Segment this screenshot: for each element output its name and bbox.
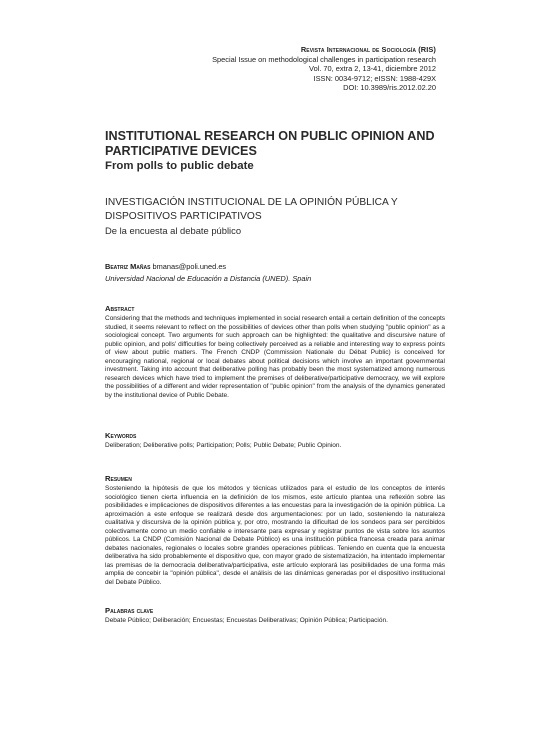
title-block <box>105 129 445 174</box>
spanish-title: INVESTIGACIÓN INSTITUCIONAL DE LA OPINIÓN PÚBLICA Y DISPOSITIVOS PARTICIPATIVOS <box>105 197 398 222</box>
palabras-section <box>105 606 445 626</box>
keywords-text: Deliberation; Deliberative polls; Participation; Polls; Public Debate; Public Opinion. <box>105 442 342 449</box>
palabras-text: Debate Público; Deliberación; Encuestas; Encuestas Deliberativas; Opinión Pública; Participación. <box>105 617 388 624</box>
issue-note: Special Issue on methodological challenges in participation research <box>212 54 436 64</box>
abstract-section <box>105 304 445 400</box>
author-email[interactable]: bmanas@poli.uned.es <box>152 262 227 271</box>
author-block <box>105 261 445 285</box>
volume-info: Vol. 70, extra 2, 13-41, diciembre 2012 <box>309 64 436 74</box>
keywords-heading: Keywords <box>105 431 137 440</box>
article-title: INSTITUTIONAL RESEARCH ON PUBLIC OPINION AND PARTICIPATIVE DEVICES <box>105 129 435 158</box>
doi: DOI: 10.3989/ris.2012.02.20 <box>343 83 436 93</box>
keywords-section <box>105 431 445 451</box>
palabras-heading: Palabras clave <box>105 606 154 615</box>
journal-header <box>116 45 436 93</box>
article-subtitle: From polls to public debate <box>105 160 254 172</box>
author-name: Beatriz Mañas <box>105 262 151 271</box>
spanish-title-block <box>105 196 445 238</box>
author-affiliation: Universidad Nacional de Educación a Distancia (UNED). Spain <box>105 274 312 283</box>
spanish-subtitle: De la encuesta al debate público <box>105 225 242 236</box>
issn: ISSN: 0034-9712; eISSN: 1988-429X <box>313 73 436 83</box>
abstract-heading: Abstract <box>105 304 135 313</box>
resumen-text: Sosteniendo la hipótesis de que los métodos y técnicas utilizados para el estudio de los conceptos de interés sociológico tienen cierta influencia en la definición de los mismos, este artículo plantea una reflexión sobre las posibilidades e implicaciones de dispositivos diferentes a las encuestas para la investigación de la opinión pública. La aproximación a este enfoque se realizará desde dos argumentaciones: por un lado, sosteniendo la naturaleza cualitativa y discursiva de la opinión pública y, por otro, mostrando la dificultad de los sondeos para ser percibidos colectivamente como un medio confiable e interesante para expresar y registrar puntos de vista sobre los asuntos públicos. La CNDP (Comisión Nacional de Debate Público) es una institución pública francesa creada para animar debates nacionales, regionales o locales sobre grandes operaciones públicas. Teniendo en cuenta que la encuesta deliberativa ha sido probablemente el dispositivo que, con mayor grado de sistematización, ha intentado implementar las premisas de la democracia deliberativa/participativa, este artículo explorará las posibilidades de una forma más amplia de concebir la "opinión pública", desde el análisis de las dinámicas generadas por el dispositivo institucional del Debate Público. <box>105 485 445 587</box>
journal-name: Revista Internacional de Sociología (RIS) <box>300 45 436 54</box>
resumen-heading: Resumen <box>105 474 132 483</box>
resumen-section <box>105 474 445 588</box>
abstract-text: Considering that the methods and techniques implemented in social research entail a certain definition of the concepts studied, it seems relevant to reflect on the possibilities of devices other than polls when studying "public opinion" as a sociological concept. Two arguments for such approach can be highlighted: the qualitative and discursive nature of public opinion, and polls' difficulties for being collectively perceived as a reliable and interesting way to express points of view about public matters. The French CNDP (Commission Nationale du Débat Public) is conceived for encouraging national, regional or local debates about political decisions which involve an important governmental investment. Taking into account that deliberative polling has probably been the most systematized among numerous research devices which have tried to implement the premises of deliberative/participative democracy, we will explore the possibilities of a different and wider representation of "public opinion" from the analysis of the dynamics generated by the institutional device of Public Debate. <box>105 315 446 399</box>
